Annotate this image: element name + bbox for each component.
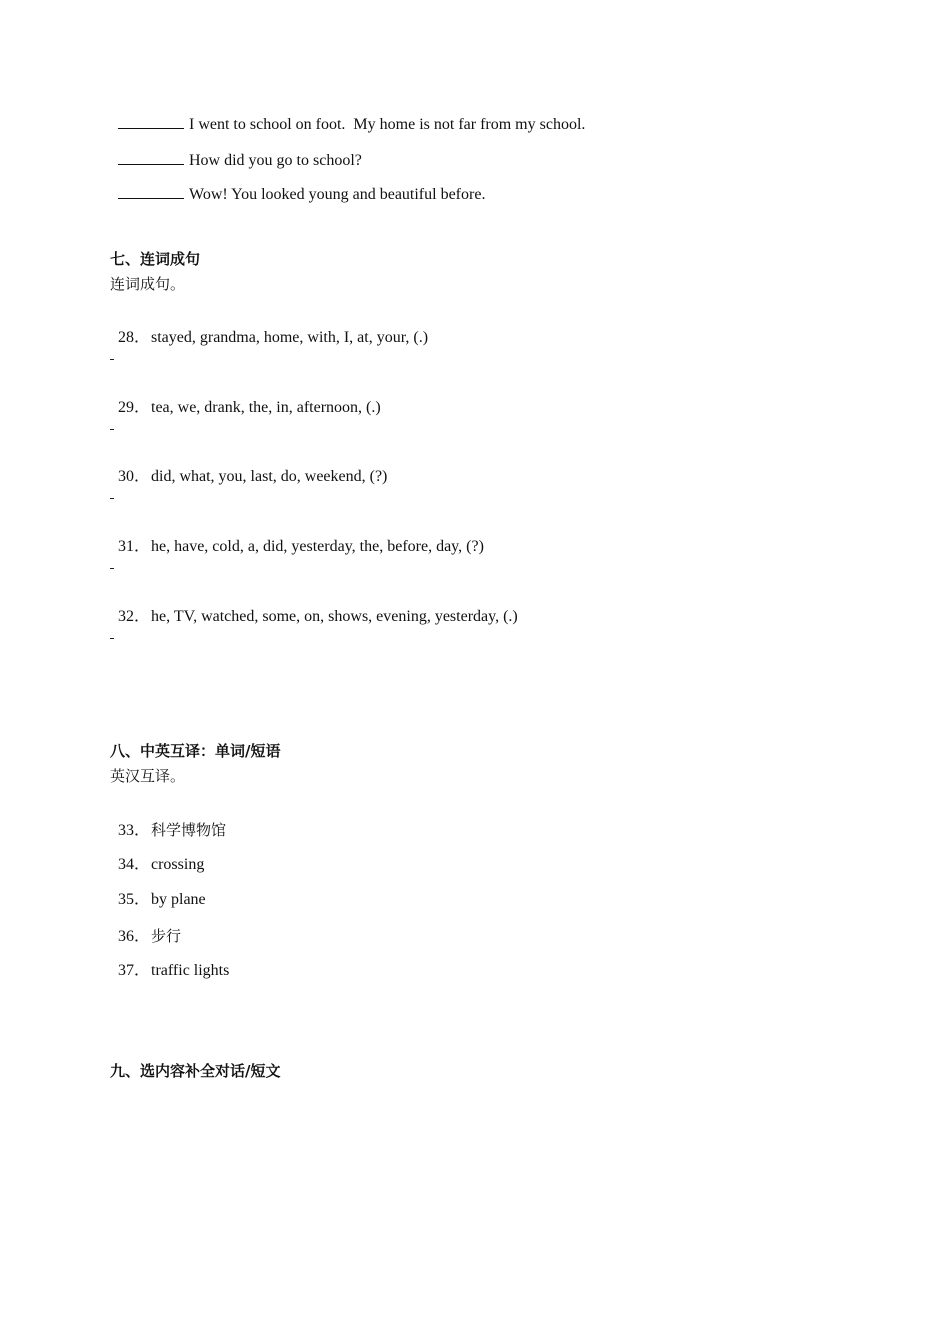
question-text: tea, we, drank, the, in, afternoon, (.) [151,399,381,416]
question-text: did, what, you, last, do, weekend, (?) [151,468,388,485]
question-number: 35． [118,891,151,908]
question-item [110,447,387,487]
question-number: 37． [118,962,151,979]
question-number: 34． [118,856,151,873]
dialogue-text: How did you go to school? [189,152,362,169]
question-number: 33． [118,822,151,839]
dialogue-text: Wow! You looked young and beautiful before. [189,186,486,203]
question-number: 30． [118,468,151,485]
answer-blank[interactable] [118,184,184,199]
dialogue-line [110,94,585,135]
question-number: 29． [118,399,151,416]
question-number: 31． [118,538,151,555]
answer-blank[interactable] [118,150,184,165]
answer-line[interactable] [110,568,114,569]
question-item [110,835,204,875]
question-text: crossing [151,856,205,873]
section-instruction: 英汉互译。 [110,767,186,785]
section-heading: 九、选内容补全对话/短文 [110,1062,281,1080]
question-text: traffic lights [151,962,230,979]
question-item [110,378,381,418]
dialogue-text: I went to school on foot. My home is not far from my school. [189,116,586,133]
question-item [110,870,206,910]
question-text: by plane [151,891,206,908]
answer-blank[interactable] [118,114,184,129]
section-heading: 七、连词成句 [110,250,201,268]
question-text: 科学博物馆 [151,821,227,839]
question-text: 步行 [151,927,182,945]
answer-line[interactable] [110,498,114,499]
question-text: he, TV, watched, some, on, shows, evening, yesterday, (.) [151,608,518,625]
section-instruction: 连词成句。 [110,275,186,293]
question-item [110,941,229,981]
question-number: 36． [118,928,151,945]
dialogue-line [110,164,485,205]
question-item [110,517,484,557]
question-number: 28． [118,329,151,346]
question-text: stayed, grandma, home, with, I, at, your, (.) [151,329,429,346]
answer-line[interactable] [110,359,114,360]
question-item [110,587,518,627]
answer-line[interactable] [110,638,114,639]
answer-line[interactable] [110,429,114,430]
question-text: he, have, cold, a, did, yesterday, the, before, day, (?) [151,538,484,555]
question-item [110,308,428,348]
question-number: 32． [118,608,151,625]
section-heading: 八、中英互译：单词/短语 [110,742,281,760]
